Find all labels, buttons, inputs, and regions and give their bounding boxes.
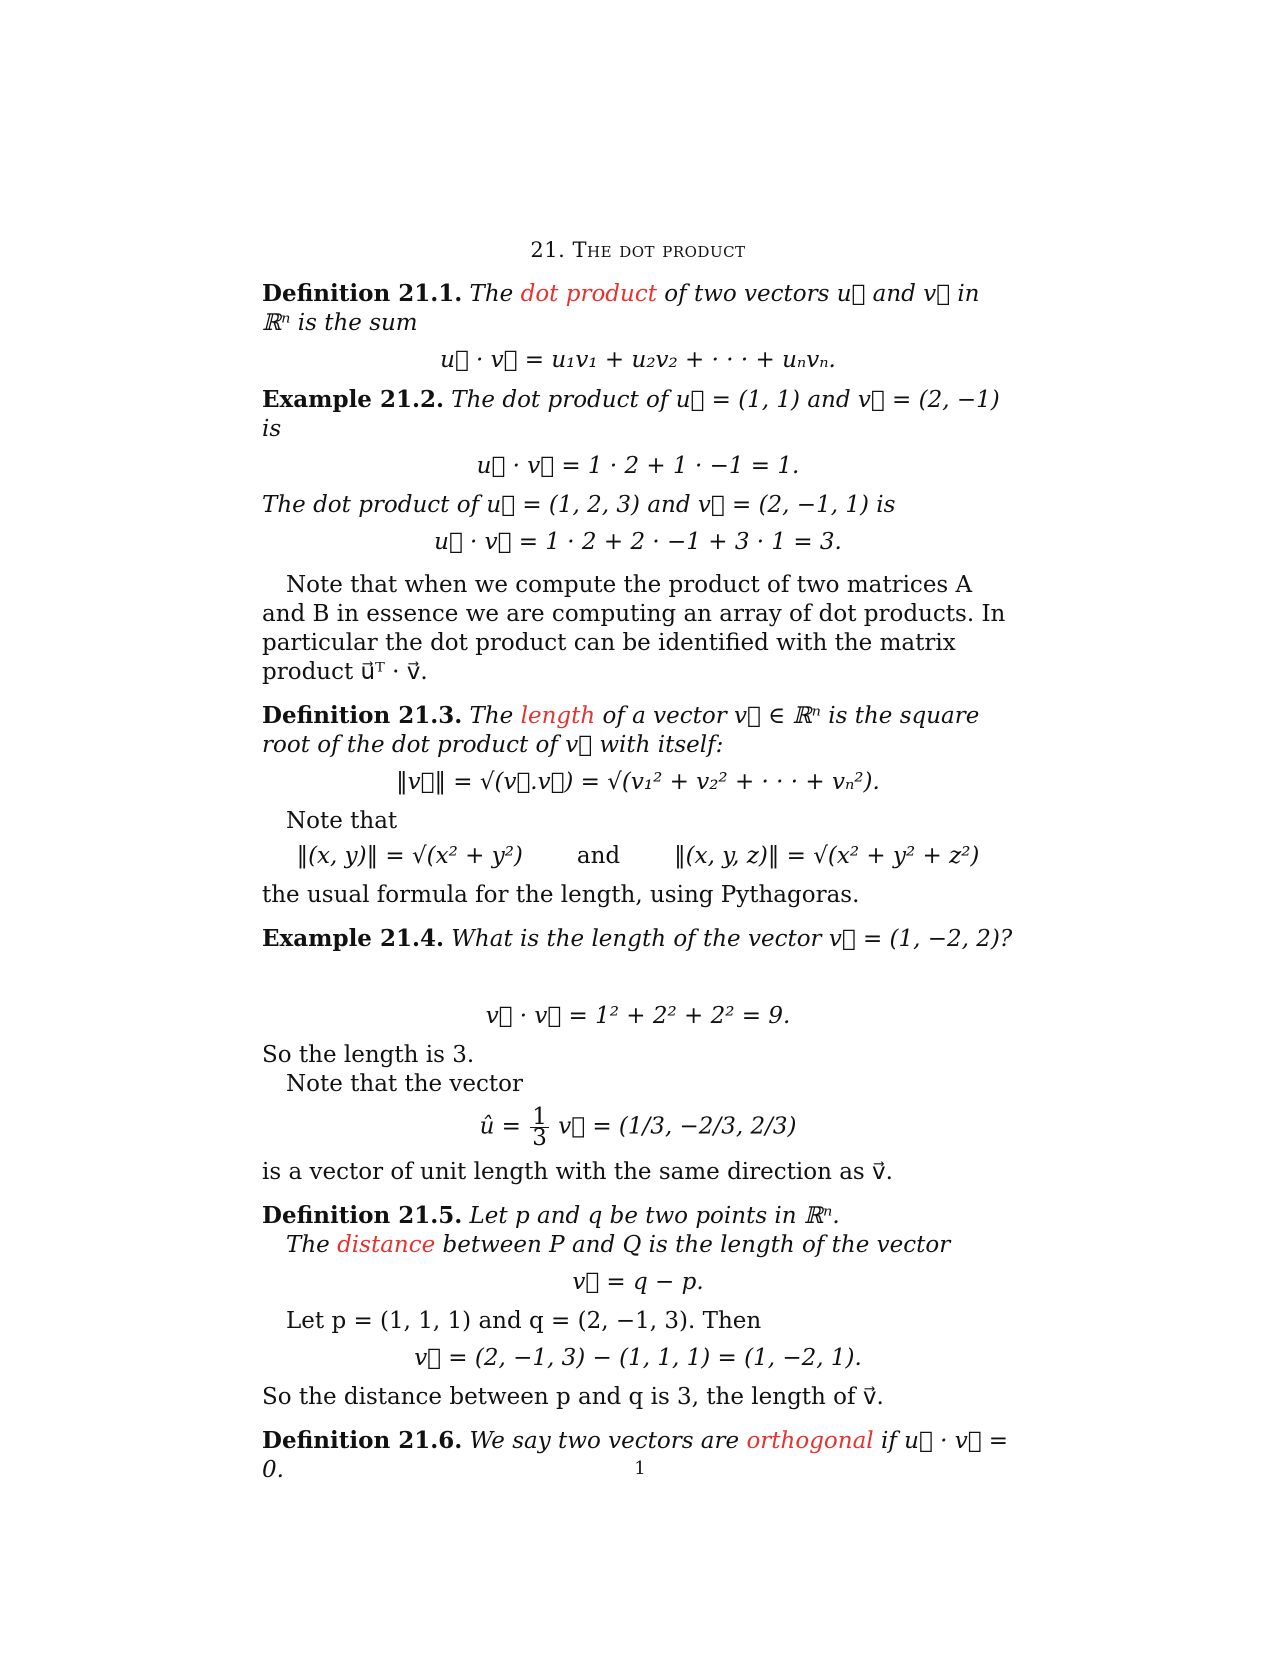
definition-21-5-head: Definition 21.5. xyxy=(262,1202,463,1229)
fraction-one-third xyxy=(530,1104,549,1151)
note-that-label: Note that xyxy=(286,808,398,834)
formula-example-1: u⃗ · v⃗ = 1 · 2 + 1 · −1 = 1. xyxy=(476,453,800,479)
unit-vector-rhs: v⃗ = (1/3, −2/3, 2/3) xyxy=(558,1113,797,1140)
definition-21-3-post: of a vector v⃗ ∈ ℝⁿ is the square root of the dot product of v⃗ with itself: xyxy=(262,703,980,758)
formula-distance-vector: v⃗ = q − p. xyxy=(572,1269,704,1295)
example-21-4-head: Example 21.4. xyxy=(262,925,444,952)
term-length: length xyxy=(520,703,596,729)
so-distance-text: So the distance between p and q is 3, the length of v⃗. xyxy=(262,1384,884,1410)
formula-dot-product: u⃗ · v⃗ = u₁v₁ + u₂v₂ + · · · + uₙvₙ. xyxy=(440,347,836,373)
unit-length-text: is a vector of unit length with the same direction as v⃗. xyxy=(262,1159,893,1185)
section-name: The dot product xyxy=(572,238,746,262)
formula-length-2d: ‖(x, y)‖ = √(x² + y²) xyxy=(296,843,523,869)
definition-21-3-pre: The xyxy=(469,703,521,729)
example-21-2-head: Example 21.2. xyxy=(262,386,444,413)
definition-21-5-text1: Let p and q be two points in ℝⁿ. xyxy=(469,1203,840,1229)
fraction-numerator: 1 xyxy=(532,1104,547,1130)
definition-21-5 xyxy=(262,1201,1014,1231)
formula-length: ‖v⃗‖ = √(v⃗.v⃗) = √(v₁² + v₂² + · · · + vₙ²). xyxy=(396,769,880,795)
page-content xyxy=(262,236,1014,1491)
example-21-2-text2: The dot product of u⃗ = (1, 2, 3) and v⃗ = (2, −1, 1) is xyxy=(262,492,896,518)
definition-21-1-head: Definition 21.1. xyxy=(262,280,463,307)
formula-example-length: v⃗ · v⃗ = 1² + 2² + 2² = 9. xyxy=(485,1003,791,1029)
let-pq-text: Let p = (1, 1, 1) and q = (2, −1, 3). Then xyxy=(286,1308,762,1334)
definition-21-1 xyxy=(262,279,1014,338)
formula-difference: v⃗ = (2, −1, 3) − (1, 1, 1) = (1, −2, 1). xyxy=(414,1345,862,1371)
definition-21-6-pre: We say two vectors are xyxy=(469,1428,747,1454)
example-21-2-text1: The dot product of u⃗ = (1, 1) and v⃗ = (2, −1) is xyxy=(262,387,1000,442)
section-title xyxy=(262,236,1014,265)
definition-21-1-post: of two vectors u⃗ and v⃗ in ℝⁿ is the sum xyxy=(262,281,980,336)
term-distance: distance xyxy=(337,1232,436,1258)
definition-21-5-pre: The xyxy=(286,1232,338,1258)
pythagoras-formulas xyxy=(262,842,1014,871)
so-length-text: So the length is 3. xyxy=(262,1042,475,1068)
example-21-2 xyxy=(262,385,1014,444)
definition-21-5-post: between P and Q is the length of the vector xyxy=(435,1232,951,1258)
definition-21-3-head: Definition 21.3. xyxy=(262,702,463,729)
definition-21-5-distance xyxy=(262,1231,1014,1260)
section-number: 21. xyxy=(530,238,566,262)
formula-and-word: and xyxy=(576,843,621,869)
term-dot-product: dot product xyxy=(520,281,657,307)
unit-vector-lhs: û = xyxy=(479,1113,521,1140)
definition-21-6-head: Definition 21.6. xyxy=(262,1427,463,1454)
page-number: 1 xyxy=(634,1458,646,1479)
definition-21-3 xyxy=(262,701,1014,760)
definition-21-1-pre: The xyxy=(469,281,521,307)
term-orthogonal: orthogonal xyxy=(746,1428,874,1454)
definition-21-6-post: if u⃗ · v⃗ = 0. xyxy=(262,1428,1009,1483)
formula-length-3d: ‖(x, y, z)‖ = √(x² + y² + z²) xyxy=(674,843,980,869)
fraction-denominator: 3 xyxy=(532,1125,547,1151)
note-matrix-product: Note that when we compute the product of two matrices A and B in essence we are computing an array of dot products. In particular the dot product can be identified with the matrix product u⃗ᵀ · v⃗. xyxy=(262,572,1006,685)
formula-unit-vector xyxy=(262,1104,1014,1151)
usual-formula-text: the usual formula for the length, using Pythagoras. xyxy=(262,882,860,908)
formula-example-2: u⃗ · v⃗ = 1 · 2 + 2 · −1 + 3 · 1 = 3. xyxy=(434,529,842,555)
example-21-4-text: What is the length of the vector v⃗ = (1, −2, 2)? xyxy=(451,926,1013,952)
spacer xyxy=(262,960,1014,994)
example-21-4 xyxy=(262,924,1014,954)
note-vector-text: Note that the vector xyxy=(286,1071,524,1097)
